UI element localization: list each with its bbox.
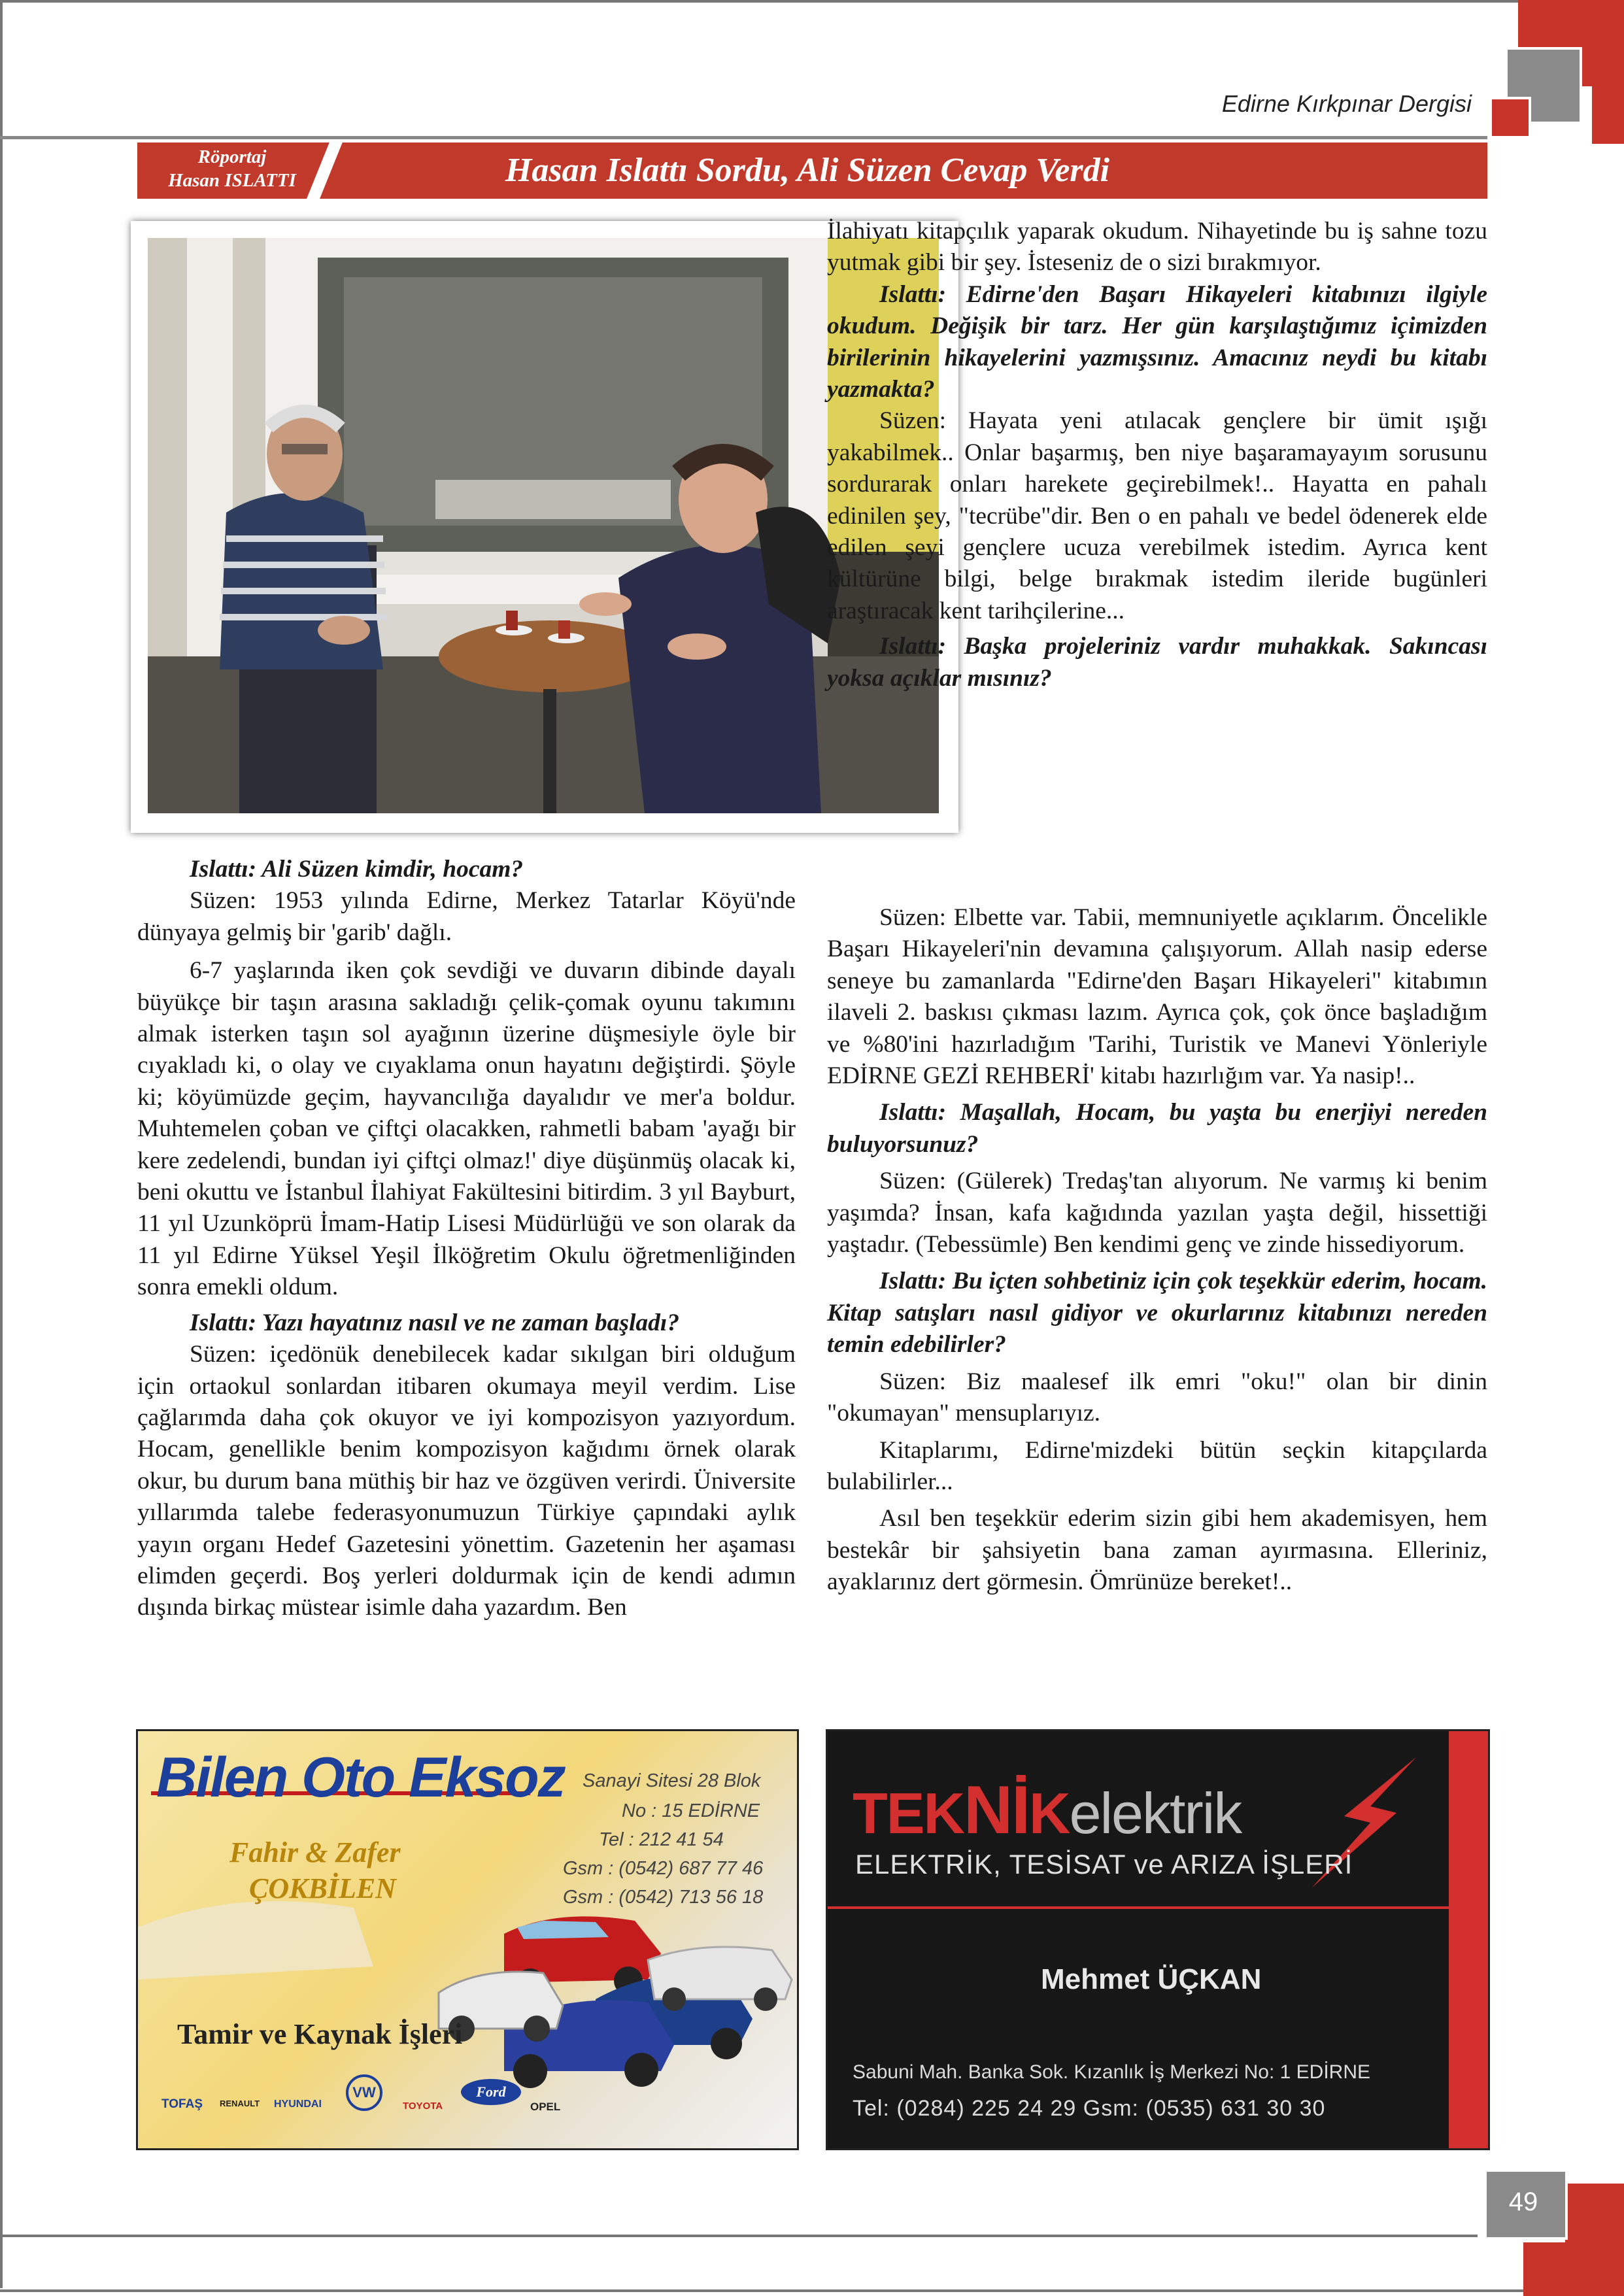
ad-service: Tamir ve Kaynak İşleri (177, 2018, 463, 2050)
page-border-top (0, 0, 1523, 3)
ad-logo (853, 1772, 1241, 1849)
answer-paragraph: Süzen: Biz maalesef ilk emri "oku!" olan bir dinin "okumayan" mensuplarıyız. (827, 1368, 1487, 1427)
article-column-left (137, 854, 796, 1624)
ad-red-strip (1449, 1731, 1488, 2148)
section-label-author: Hasan ISLATTI (168, 170, 296, 191)
answer-paragraph: Süzen: içedönük denebilecek kadar sıkılgan biri olduğum için ortaokul sonlardan itibaren okumaya meyil verdim. Lise çağlarımda daha çok okuyor ve iyi kompozisyon yazıyordum. Hocam, genellikle benim kompozisyon kağıdımı örnek olarak okur, bu durum bana müthiş bir haz ve özgüven verirdi. Üniversite yıllarımda talebe federasyonumuzun Türkiye çapındaki aylık yayın organı Hedef Gazetesini yönettim. Gazetenin her aşaması elimden geçerdi. Boş yerleri doldurmak için de kendi adımın dışında birkaç müstear isimle daha yazardım. Ben (137, 1341, 796, 1621)
ad-phones: Tel: (0284) 225 24 29 Gsm: (0535) 631 30 30 (853, 2096, 1326, 2121)
brand-logo-renault: RENAULT (220, 2099, 260, 2108)
brand-logo-tofas: TOFAŞ (161, 2097, 203, 2111)
answer-paragraph: Asıl ben teşekkür ederim sizin gibi hem akademisyen, hem bestekâr bir şahsiyetin bana zaman ayırmasına. Elleriniz, ayaklarınız dert görmesin. Ömrünüze bereket!.. (827, 1505, 1487, 1596)
header-rule (0, 136, 1487, 139)
brand-logo-toyota: TOYOTA (403, 2101, 443, 2112)
answer-paragraph: Süzen: Hayata yeni atılacak gençlere bir ümit ışığı yakabilmek.. Onlar başarmış, ben niye başaramayayım sorusunu sordurarak onları harekete geçirebilmek!.. Hayatta en pahalı edinilen şey, "tecrübe"dir. Ben o en pahalı ve bedel ödenerek elde edilen şeyi gençlere ucuza verebilmek istedim. Ayrıca kent kültürüne bilgi, belge bırakmak istedim ileride bugünleri araştıracak kent tarihçilerine... (827, 407, 1487, 624)
ad-logo-part-b: Nİ (964, 1772, 1029, 1848)
ad-address-2: No : 15 EDİRNE (622, 1800, 760, 1821)
question-1: Islattı: Ali Süzen kimdir, hocam? (190, 856, 524, 883)
page-number: 49 (1508, 2187, 1538, 2216)
footer-rule (0, 2235, 1478, 2237)
ad-logo-part-a: TEK (853, 1781, 964, 1846)
ad-owner: Mehmet ÜÇKAN (1041, 1963, 1262, 1995)
ad-teknik-elektrik (826, 1729, 1490, 2150)
interview-photo (148, 238, 939, 813)
question-2: Islattı: Yazı hayatınız nasıl ve ne zaman başladı? (190, 1309, 680, 1336)
article-column-right-bottom (827, 902, 1487, 1598)
question-5: Islattı: Maşallah, Hocam, bu yaşta bu enerjiyi nereden buluyorsunuz? (827, 1099, 1487, 1158)
ad-bilen-oto-eksoz (136, 1729, 799, 2150)
ad-owners-names: Fahir & Zafer (229, 1836, 401, 1868)
ad-logo-part-c: K (1029, 1781, 1070, 1846)
answer-paragraph: Kitaplarımı, Edirne'mizdeki bütün seçkin kitapçılarda bulabilirler... (827, 1436, 1487, 1495)
brand-logo-opel: OPEL (530, 2101, 561, 2113)
brand-logo-vw: VW (346, 2074, 382, 2111)
footer-decoration-red-bottom (1523, 2242, 1624, 2296)
ad-business-name: Bilen Oto Eksoz (156, 1746, 565, 1809)
section-label (137, 145, 327, 192)
section-label-type: Röportaj (197, 146, 267, 167)
ad-address-1: Sanayi Sitesi 28 Blok (583, 1770, 761, 1791)
article-column-right-top (827, 216, 1487, 694)
ad-gsm-1: Gsm : (0542) 687 77 46 (563, 1858, 764, 1879)
ad-address: Sabuni Mah. Banka Sok. Kızanlık İş Merkezi No: 1 EDİRNE (853, 2061, 1370, 2083)
question-4: Islattı: Başka projeleriniz vardır muhakkak. Sakıncası yoksa açıklar mısınız? (827, 633, 1487, 692)
ad-owners-surname: ÇOKBİLEN (249, 1872, 396, 1904)
answer-paragraph: Süzen: (Gülerek) Tredaş'tan alıyorum. Ne varmış ki benim yaşımda? İnsan, kafa kağıdında yazılan yaşta değil, hissettiği yaştadır. (Tebessümle) Ben kendimi genç ve zinde hissediyorum. (827, 1168, 1487, 1258)
article-title: Hasan Islattı Sordu, Ali Süzen Cevap Verdi (505, 152, 1110, 189)
question-6: Islattı: Bu içten sohbetiniz için çok teşekkür ederim, hocam. Kitap satışları nasıl gidiyor ve okurlarınız kitabınızı nereden temin edebilirler? (827, 1268, 1487, 1359)
brand-logo-ford: Ford (461, 2079, 521, 2105)
page-border-bottom (0, 2289, 1624, 2292)
ad-tel: Tel : 212 41 54 (599, 1829, 724, 1850)
brand-logo-hyundai: HYUNDAI (274, 2099, 322, 2110)
answer-paragraph: Süzen: 1953 yılında Edirne, Merkez Tatarlar Köyü'nde dünyaya gelmiş bir 'garib' dağlı. (137, 887, 796, 946)
magazine-name: Edirne Kırkpınar Dergisi (1221, 90, 1472, 117)
answer-paragraph: 6-7 yaşlarında iken çok sevdiği ve duvarın dibinde dayalı büyükçe bir taşın arasına sakladığı çelik-çomak oyunu takımını almak isterken taşın sol ayağının üzerine düşmesiyle öyle bir cıyakladı ki, o olay ve cıyaklama onun hayatını değiştirdi. Şöyle ki; köyümüzde geçim, hayvancılığa dayalıdır ve mer'a boldur. Muhtemelen çoban ve çiftçi olacakken, rahmetli babam 'ayağı bir kere zedelendi, bundan iyi çiftçi olmaz!' diye düşünmüş olacak ki, beni okuttu ve İstanbul İlahiyat Fakültesini bitirdim. 3 yıl Bayburt, 11 yıl Uzunköprü İmam-Hatip Lisesi Müdürlüğü ve son olarak da 11 yıl Edirne Yüksel Yeşil İlköğretim Okulu öğretmenliğinden sonra emekli oldum. (137, 957, 796, 1301)
corner-decoration-red-small (1489, 97, 1531, 139)
ad-services: ELEKTRİK, TESİSAT ve ARIZA İŞLERİ (855, 1849, 1353, 1880)
ad-divider (828, 1906, 1449, 1909)
ad-logo-part-d: elektrik (1069, 1781, 1242, 1846)
question-3: Islattı: Edirne'den Başarı Hikayeleri kitabınızı ilgiyle okudum. Değişik bir tarz. Her gün karşılaştığımız içimizden birilerinin hikayelerini yazmışsınız. Amacınız neydi bu kitabı yazmakta? (827, 280, 1487, 403)
ad-gsm-2: Gsm : (0542) 713 56 18 (563, 1887, 764, 1908)
answer-paragraph: Süzen: Elbette var. Tabii, memnuniyetle açıklarım. Öncelikle Başarı Hikayeleri'nin devamına çalışıyorum. Allah nasip ederse seneye bu zamanlarda "Edirne'den Başarı Hikayeleri" kitabımın ilaveli 2. baskısı çıkması lazım. Ayrıca çok, çok önce başladığım ve %80'ini hazırladığım 'Tarihi, Turistik ve Manevi Yönleriyle EDİRNE GEZİ REHBERİ' kitabı hazırlığım var. Ya nasip!.. (827, 904, 1487, 1090)
page-border-left (0, 0, 3, 2288)
answer-continuation: İlahiyatı kitapçılık yaparak okudum. Nihayetinde bu iş sahne tozu yutmak gibi bir şey. İsteseniz de o sizi bırakmıyor. (827, 218, 1487, 277)
corner-decoration-red-strip (1592, 39, 1624, 144)
